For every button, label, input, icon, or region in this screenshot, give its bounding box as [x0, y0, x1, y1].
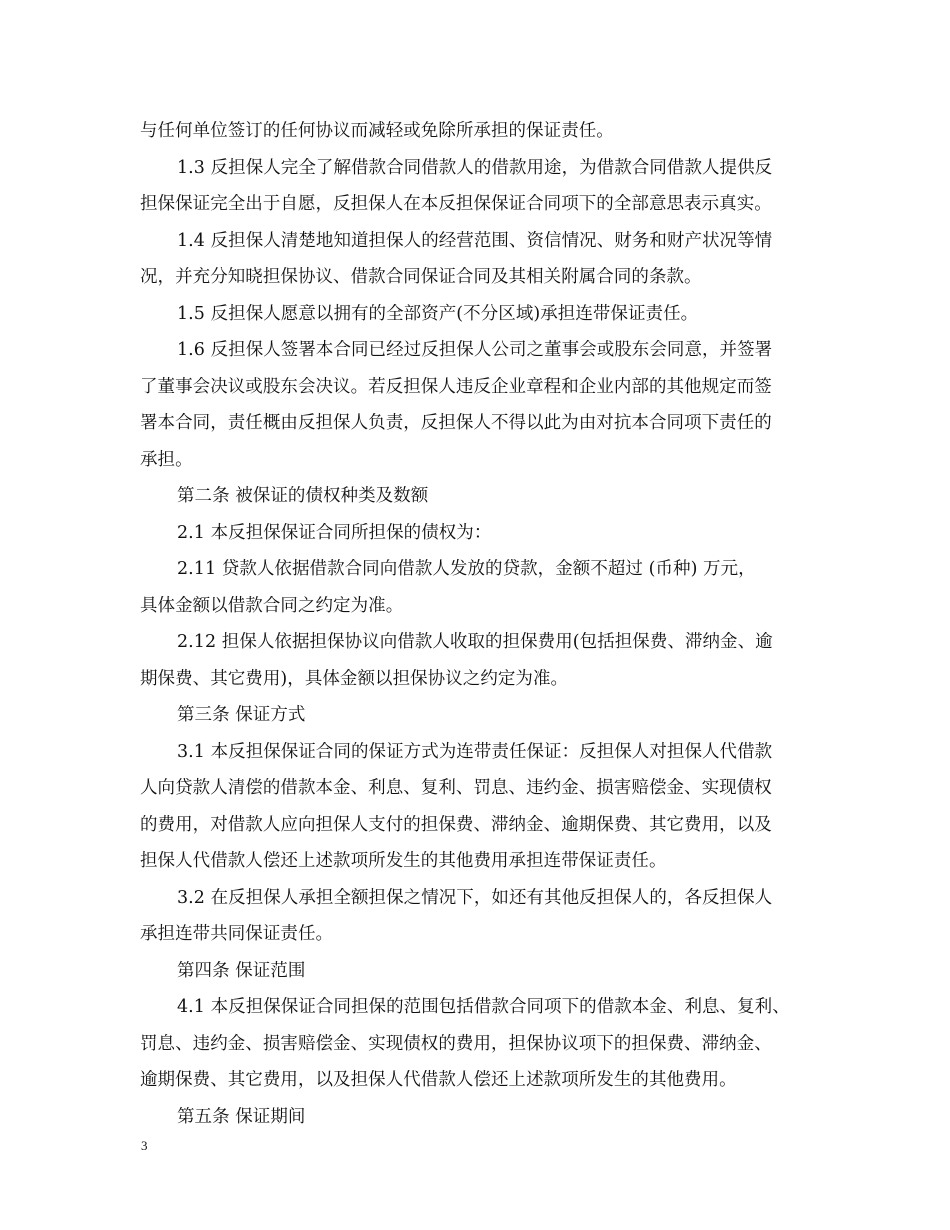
text-line: 了董事会决议或股东会决议。若反担保人违反企业章程和企业内部的其他规定而签 — [140, 376, 772, 397]
text-line: 罚息、违约金、损害赔偿金、实现债权的费用，担保协议项下的担保费、滞纳金、 — [140, 1033, 772, 1054]
text-line: 逾期保费、其它费用，以及担保人代借款人偿还上述款项所发生的其他费用。 — [140, 1070, 737, 1090]
article-5-heading: 第五条 保证期间 — [177, 1106, 306, 1127]
text-line: 人向贷款人清偿的借款本金、利息、复利、罚息、违约金、损害赔偿金、实现债权 — [140, 778, 772, 798]
article-3-heading: 第三条 保证方式 — [177, 705, 306, 725]
text-line: 署本合同，责任概由反担保人负责，反担保人不得以此为由对抗本合同项下责任的 — [140, 413, 772, 433]
text-line: 承担连带共同保证责任。 — [140, 924, 334, 944]
text-line: 担保保证完全出于自愿，反担保人在本反担保保证合同项下的全部意思表示真实。 — [140, 194, 772, 214]
clause-2-1-line: 2.1 本反担保保证合同所担保的债权为： — [177, 522, 492, 543]
clause-1-5-line: 1.5 反担保人愿意以拥有的全部资产(不分区域)承担连带保证责任。 — [177, 303, 699, 324]
clause-3-1-line: 3.1 本反担保保证合同的保证方式为连带责任保证：反担保人对担保人代借款 — [177, 741, 773, 762]
text-line: 的费用，对借款人应向担保人支付的担保费、滞纳金、逾期保费、其它费用，以及 — [140, 814, 772, 835]
text-line: 期保费、其它费用)，具体金额以担保协议之约定为准。 — [140, 668, 569, 689]
text-line: 承担。 — [140, 449, 193, 470]
text-line: 担保人代借款人偿还上述款项所发生的其他费用承担连带保证责任。 — [140, 851, 667, 871]
clause-1-4-line: 1.4 反担保人清楚地知道担保人的经营范围、资信情况、财务和财产状况等情 — [177, 230, 773, 251]
clause-2-11-line: 2.11 贷款人依据借款合同向借款人发放的贷款，金额不超过 (币种) 万元， — [177, 559, 756, 579]
clause-4-1-line: 4.1 本反担保保证合同担保的范围包括借款合同项下的借款本金、利息、复利、 — [177, 997, 790, 1017]
clause-2-12-line: 2.12 担保人依据担保协议向借款人收取的担保费用(包括担保费、滞纳金、逾 — [177, 632, 773, 652]
text-line: 与任何单位签订的任何协议而减轻或免除所承担的保证责任。 — [140, 121, 614, 141]
clause-1-3-line: 1.3 反担保人完全了解借款合同借款人的借款用途，为借款合同借款人提供反 — [177, 157, 773, 178]
text-line: 况，并充分知晓担保协议、借款合同保证合同及其相关附属合同的条款。 — [140, 267, 702, 287]
text-line: 具体金额以借款合同之约定为准。 — [140, 595, 404, 616]
page-number: 3 — [141, 1138, 148, 1153]
clause-3-2-line: 3.2 在反担保人承担全额担保之情况下，如还有其他反担保人的，各反担保人 — [177, 887, 773, 908]
clause-1-6-line: 1.6 反担保人签署本合同已经过反担保人公司之董事会或股东会同意，并签署 — [177, 340, 773, 360]
document-body — [140, 113, 825, 1135]
article-2-heading: 第二条 被保证的债权种类及数额 — [177, 486, 429, 506]
article-4-heading: 第四条 保证范围 — [177, 960, 306, 981]
